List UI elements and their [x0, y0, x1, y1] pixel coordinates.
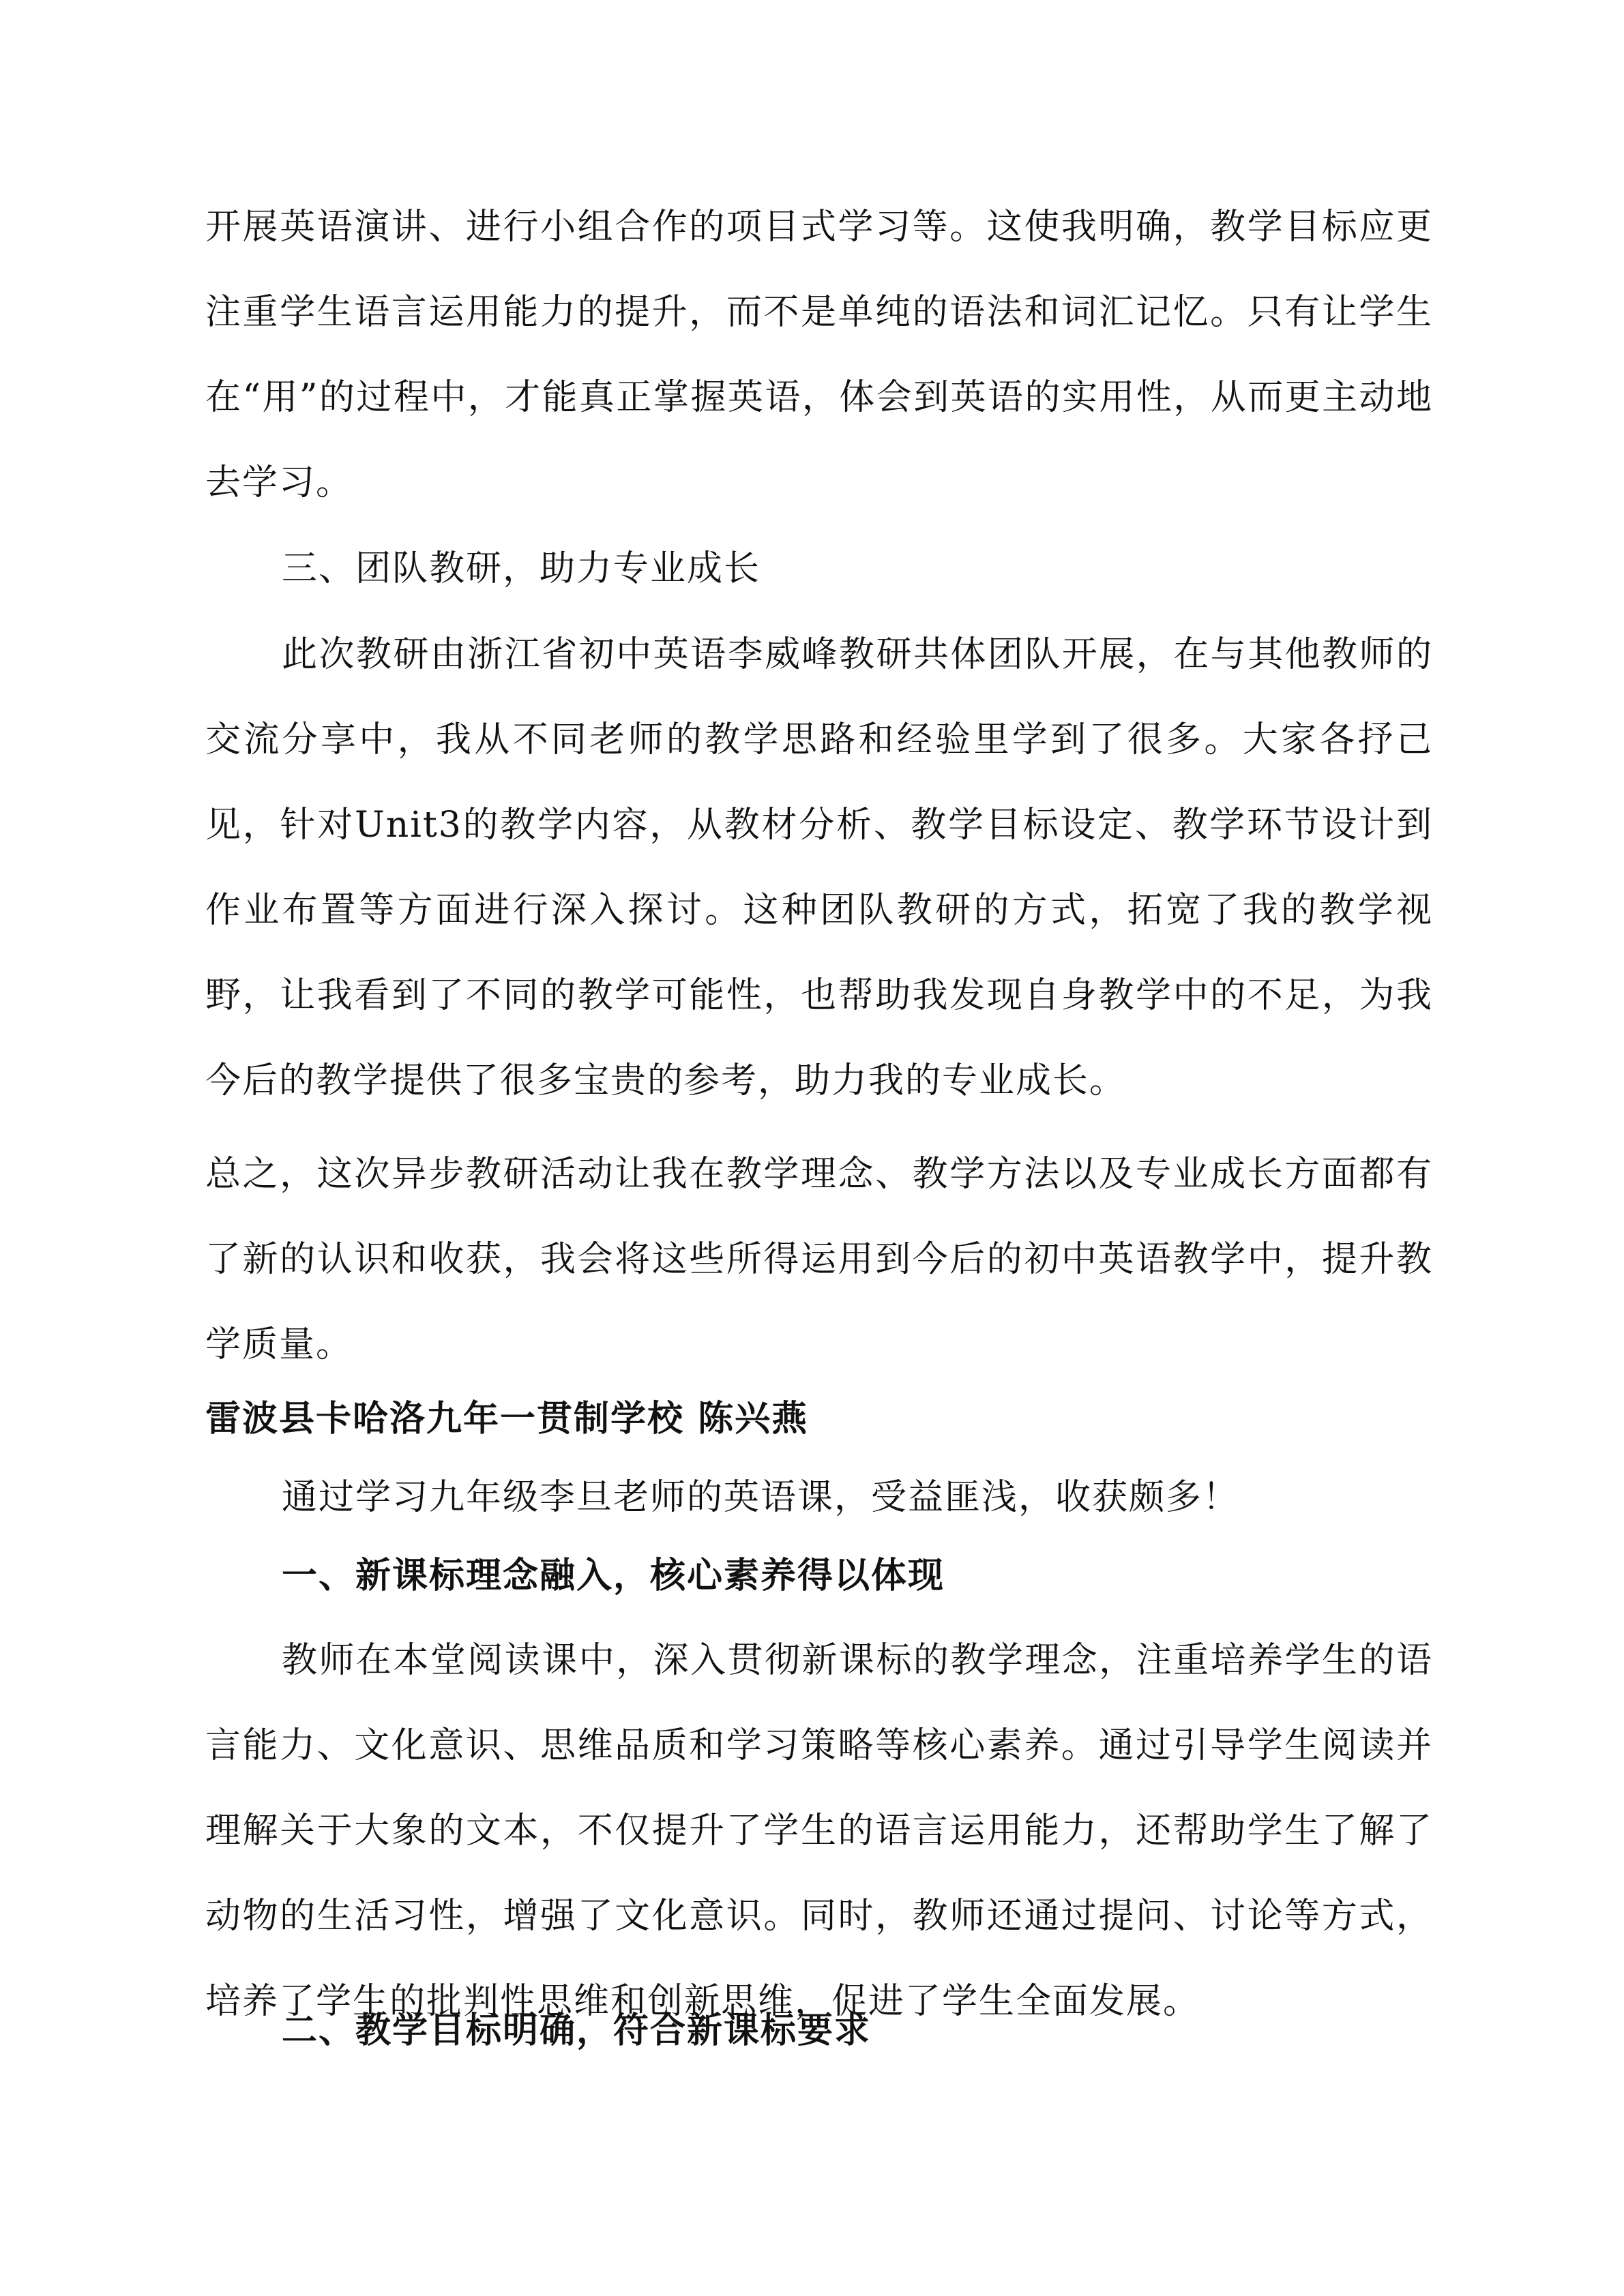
author-heading: 雷波县卡哈洛九年一贯制学校 陈兴燕	[205, 1399, 809, 1440]
paragraph-project-learning: 开展英语演讲、进行小组合作的项目式学习等。这使我明确，教学目标应更注重学生语言运用能力的提升，而不是单纯的语法和词汇记忆。只有让学生在“用”的过程中，才能真正掌握英语，体会到英语的实用性，从而更主动地去学习。	[205, 207, 1433, 503]
paragraph-team-research: 此次教研由浙江省初中英语李威峰教研共体团队开展，在与其他教师的交流分享中，我从不同老师的教学思路和经验里学到了很多。大家各抒己见，针对Unit3的教学内容，从教材分析、教学目标设定、教学环节设计到作业布置等方面进行深入探讨。这种团队教研的方式，拓宽了我的教学视野，让我看到了不同的教学可能性，也帮助我发现自身教学中的不足，为我今后的教学提供了很多宝贵的参考，助力我的专业成长。	[205, 634, 1433, 1101]
section-heading-team-research: 三、团队教研，助力专业成长	[282, 548, 761, 589]
paragraph-conclusion: 总之，这次异步教研活动让我在教学理念、教学方法以及专业成长方面都有了新的认识和收获，我会将这些所得运用到今后的初中英语教学中，提升教学质量。	[205, 1154, 1433, 1365]
section-heading-teaching-goals: 二、教学目标明确，符合新课标要求	[282, 2010, 872, 2051]
section-heading-core-literacy: 一、新课标理念融入，核心素养得以体现	[282, 1555, 945, 1596]
paragraph-core-literacy: 教师在本堂阅读课中，深入贯彻新课标的教学理念，注重培养学生的语言能力、文化意识、思维品质和学习策略等核心素养。通过引导学生阅读并理解关于大象的文本，不仅提升了学生的语言运用能力，还帮助学生了解了动物的生活习性，增强了文化意识。同时，教师还通过提问、讨论等方式，培养了学生的批判性思维和创新思维，促进了学生全面发展。	[205, 1640, 1433, 2022]
paragraph-intro: 通过学习九年级李旦老师的英语课，受益匪浅，收获颇多！	[282, 1477, 1240, 1518]
